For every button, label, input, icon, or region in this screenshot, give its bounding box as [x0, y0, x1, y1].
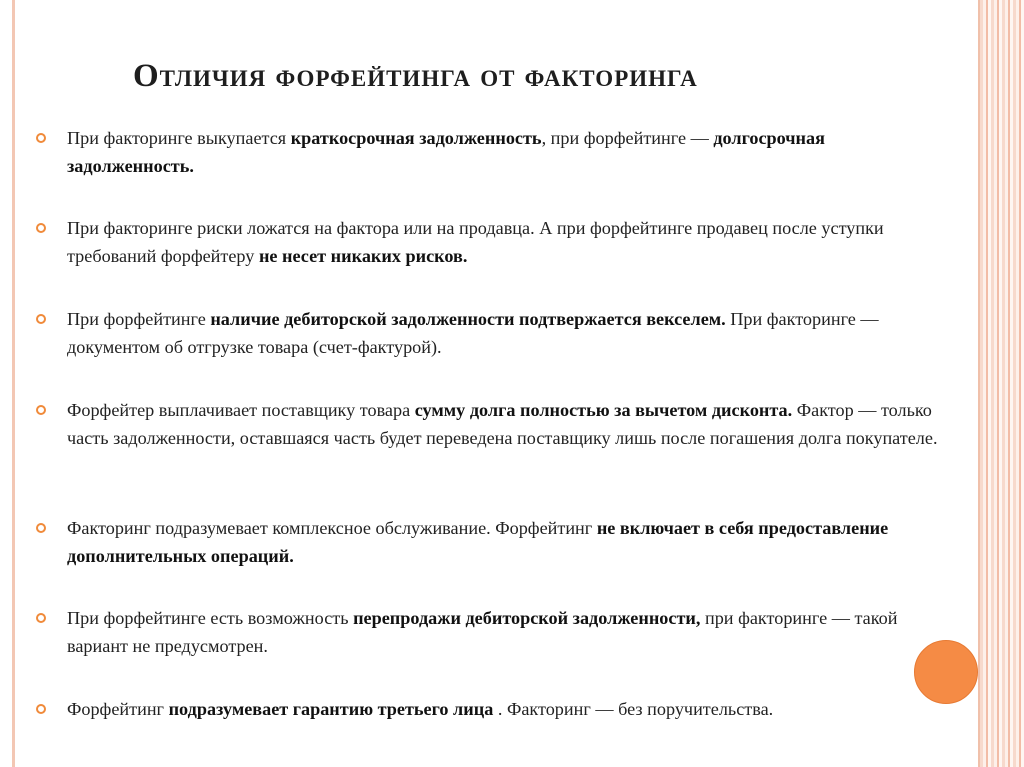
bullet-ring-icon: [36, 405, 46, 415]
bullet-text: При форфейтинге наличие дебиторской задолженности подтвержается векселем. При факторинге — документом об отгрузке товара (счет-фактурой).: [67, 309, 879, 357]
bullet-text: Форфейтинг подразумевает гарантию третьего лица . Факторинг — без поручительства.: [67, 699, 774, 719]
bullet-text: При форфейтинге есть возможность перепродажи дебиторской задолженности, при факторинге — такой вариант не предусмотрен.: [67, 608, 898, 656]
bullet-ring-icon: [36, 613, 46, 623]
bullet-item: [36, 604, 956, 660]
bullet-ring-icon: [36, 523, 46, 533]
bullet-ring-icon: [36, 133, 46, 143]
bullet-ring-icon: [36, 223, 46, 233]
bullet-text: При факторинге риски ложатся на фактора или на продавца. А при форфейтинге продавец после уступки требований форфейтеру не несет никаких рисков.: [67, 218, 884, 266]
bullet-ring-icon: [36, 314, 46, 324]
bullet-item: [36, 214, 956, 270]
bullet-item: [36, 396, 956, 452]
bullet-item: [36, 695, 956, 723]
bullet-item: [36, 305, 956, 361]
bullet-text: При факторинге выкупается краткосрочная задолженность, при форфейтинге — долгосрочная задолженность.: [67, 128, 825, 176]
bullet-text: Факторинг подразумевает комплексное обслуживание. Форфейтинг не включает в себя предоставление дополнительных операций.: [67, 518, 889, 566]
bullet-item: [36, 514, 956, 570]
bullet-ring-icon: [36, 704, 46, 714]
bullet-text: Форфейтер выплачивает поставщику товара сумму долга полностью за вычетом дисконта. Фактор — только часть задолженности, оставшаяся часть будет переведена поставщику лишь после погашения долга покупателе.: [67, 400, 938, 448]
decorative-orange-circle: [914, 640, 978, 704]
slide-title: Отличия форфейтинга от факторинга: [133, 58, 698, 94]
bullet-item: [36, 124, 956, 180]
left-frame-line: [12, 0, 15, 767]
right-decorative-stripes: [980, 0, 1024, 767]
